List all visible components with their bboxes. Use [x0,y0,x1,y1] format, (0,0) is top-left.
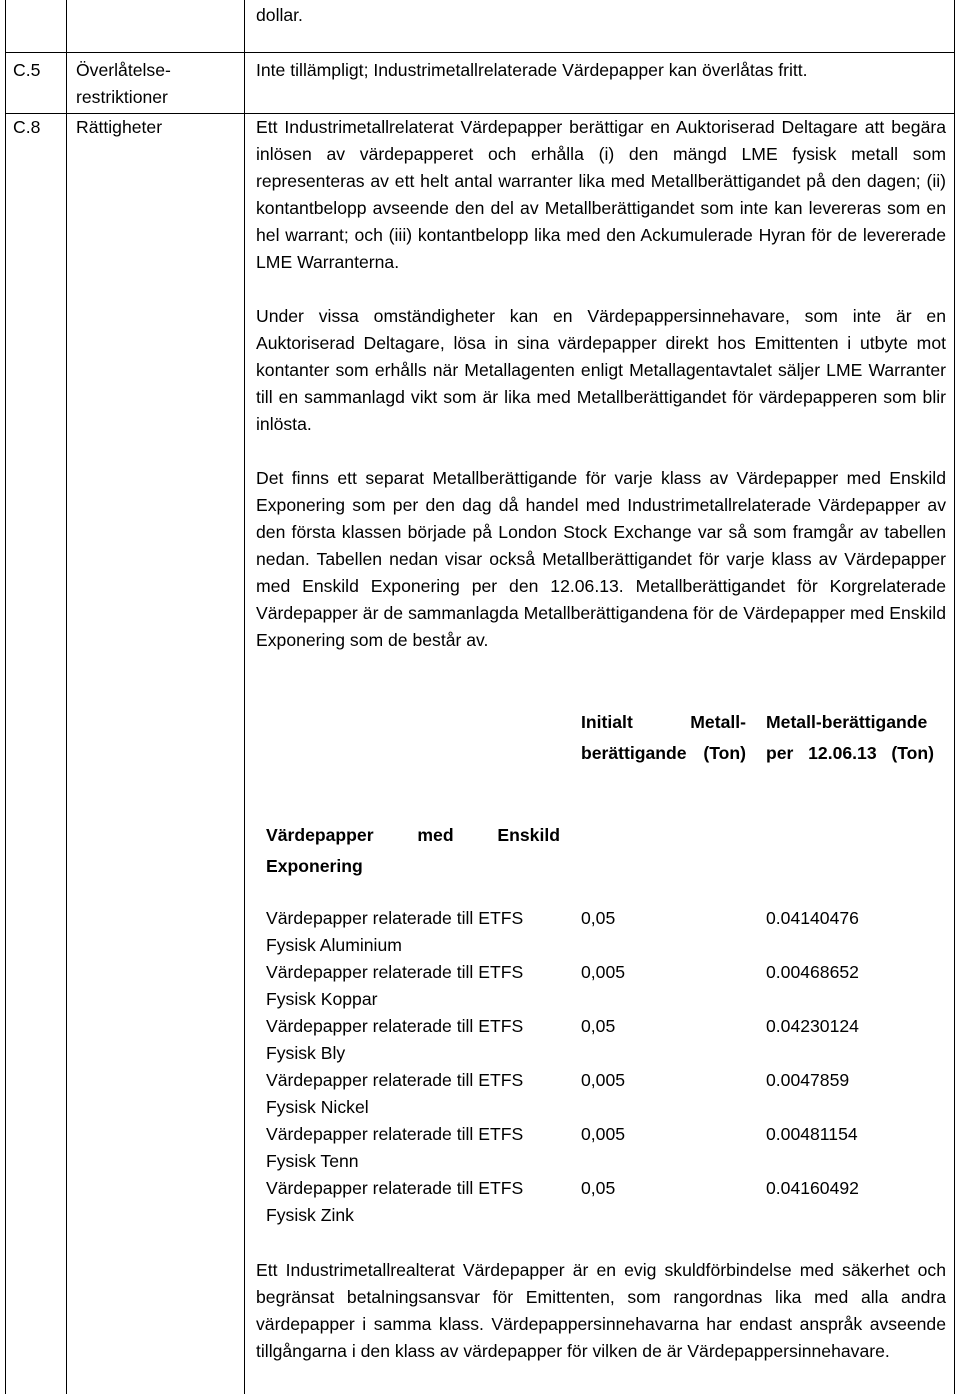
row-security-line1: Värdepapper relaterade till ETFS [266,908,524,928]
table-border-left [5,0,6,1394]
row-security-line2: Fysisk Bly [266,1043,346,1063]
row-security-line2: Fysisk Aluminium [266,935,402,955]
table-border-right [954,0,955,1394]
c8-label: Rättigheter [76,117,163,137]
row-initial-value: 0,05 [581,908,616,928]
c8-id: C.8 [13,117,41,137]
c5-content: Inte tillämpligt; Industrimetallrelaterade Värdepapper kan överlåtas fritt. [256,60,808,80]
row-divider-1 [5,52,955,53]
row-current-value: 0.00468652 [766,962,859,982]
table-border-col2 [244,0,245,1394]
row-initial-value: 0,005 [581,1070,626,1090]
row-initial-value: 0,05 [581,1178,616,1198]
row-initial-value: 0,005 [581,1124,626,1144]
row-security-line1: Värdepapper relaterade till ETFS [266,1016,524,1036]
previous-row-text: dollar. [256,5,303,25]
row-initial-value: 0,05 [581,1016,616,1036]
c8-paragraph-2: Under vissa omständigheter kan en Värdepappersinnehavare, som inte är en Auktoriserad Deltagare, lösa in sina värdepapper direkt hos Emittenten i utbyte mot kontanter som erhålls när Metallagenten enligt Metallagentavtalet säljer LME Warranter till en sammanlagd vikt som är lika med Metallberättigandet för värdepapperen som blir inlösta. [256,306,946,434]
table-header-col3: Metall-berättigande per 12.06.13 (Ton) [766,712,934,763]
row-security-line2: Fysisk Koppar [266,989,378,1009]
row-current-value: 0.0047859 [766,1070,850,1090]
c5-id: C.5 [13,60,41,80]
row-initial-value: 0,005 [581,962,626,982]
table-header-col2: Initialt Metall-berättigande (Ton) [581,712,746,763]
c8-paragraph-3: Det finns ett separat Metallberättigande för varje klass av Värdepapper med Enskild Exponering som per den dag då handel med Industrimetallrelaterade Värdepapper av den första klassen började på London Stock Exchange var så som framgår av tabellen nedan. Tabellen nedan visar också Metallberättigandet för varje klass av Värdepapper med Enskild Exponering per den 12.06.13. Metallberättigandet för Korgrelaterade Värdepapper är de sammanlagda Metallberättigandena för de Värdepapper med Enskild Exponering som de består av. [256,468,946,650]
row-security-line1: Värdepapper relaterade till ETFS [266,1070,524,1090]
table-border-col1 [66,0,67,1394]
row-current-value: 0.00481154 [766,1124,858,1144]
c8-paragraph-1: Ett Industrimetallrelaterat Värdepapper berättigar en Auktoriserad Deltagare att begära inlösen av värdepapperet och erhålla (i) den mängd LME fysisk metall som representeras av ett helt antal warranter lika med Metallberättigandet på den dagen; (ii) kontantbelopp avseende den del av Metallberättigandet som inte kan levereras som en hel warrant; och (iii) kontantbelopp lika med den Ackumulerade Hyran för de levererade LME Warranterna. [256,117,946,272]
row-security-line2: Fysisk Zink [266,1205,354,1225]
row-current-value: 0.04140476 [766,908,859,928]
row-security-line2: Fysisk Nickel [266,1097,369,1117]
row-security-line1: Värdepapper relaterade till ETFS [266,1124,524,1144]
row-security-line1: Värdepapper relaterade till ETFS [266,1178,524,1198]
c5-label-line2: restriktioner [76,87,168,107]
row-current-value: 0.04230124 [766,1016,859,1036]
row-current-value: 0.04160492 [766,1178,859,1198]
row-security-line1: Värdepapper relaterade till ETFS [266,962,524,982]
c8-paragraph-4: Ett Industrimetallrealterat Värdepapper är en evig skuldförbindelse med säkerhet och begränsat betalningsansvar för Emittenten, som rangordnas lika med alla andra värdepapper i samma klass. Värdepappersinnehavarna har endast anspråk avseende tillgångarna i den klass av värdepapper för vilken de är Värdepappersinnehavare. [256,1260,946,1361]
row-security-line2: Fysisk Tenn [266,1151,359,1171]
c5-label-line1: Överlåtelse- [76,60,171,80]
table-header-col1: Värdepapper med Enskild Exponering [266,825,560,876]
